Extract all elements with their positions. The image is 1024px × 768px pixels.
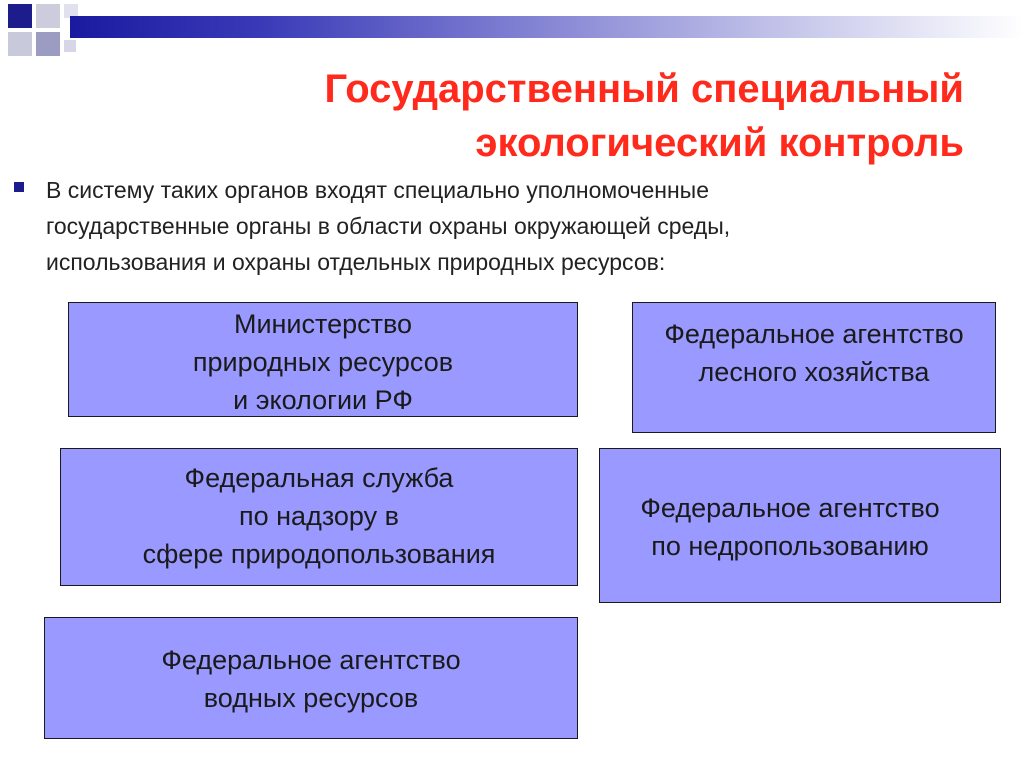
decor-square	[8, 32, 32, 56]
box-subsoil-agency	[599, 448, 1001, 603]
box-supervision-service	[60, 448, 578, 586]
box-ministry-line-1: Министерство	[233, 309, 413, 339]
decor-top-bar	[70, 16, 1024, 38]
box-water-line-1: Федеральное агентство	[161, 645, 461, 675]
decor-square	[36, 32, 60, 56]
decor-square	[36, 4, 60, 28]
box-forest-line-1: Федеральное агентство	[664, 319, 964, 349]
title-line-1: Государственный специальный	[324, 67, 964, 111]
box-service-line-1: Федеральная служба	[184, 463, 454, 493]
box-water-line-2: водных ресурсов	[203, 683, 419, 713]
bullet-text	[46, 172, 996, 280]
bullet-line-1: В систему таких органов входят специально уполномоченные	[46, 177, 709, 203]
bullet-square-icon	[14, 182, 24, 192]
decor-square	[64, 40, 76, 52]
bullet-line-2: государственные органы в области охраны окружающей среды,	[46, 213, 731, 239]
box-ministry	[68, 302, 578, 417]
bullet-line-3: использования и охраны отдельных природных ресурсов:	[46, 249, 666, 275]
box-ministry-line-3: и экологии РФ	[233, 385, 413, 415]
slide-title	[150, 62, 964, 170]
box-service-line-2: по надзору в	[239, 501, 399, 531]
box-service-line-3: сфере природопользования	[142, 539, 496, 569]
box-subsoil-line-1: Федеральное агентство	[640, 493, 940, 523]
decor-square	[8, 4, 32, 28]
box-forest-agency	[632, 302, 996, 433]
box-ministry-line-2: природных ресурсов	[192, 347, 454, 377]
box-forest-line-2: лесного хозяйства	[698, 357, 930, 387]
box-water-agency	[44, 617, 578, 739]
title-line-2: экологический контроль	[475, 121, 964, 165]
box-subsoil-line-2: по недропользованию	[651, 531, 929, 561]
